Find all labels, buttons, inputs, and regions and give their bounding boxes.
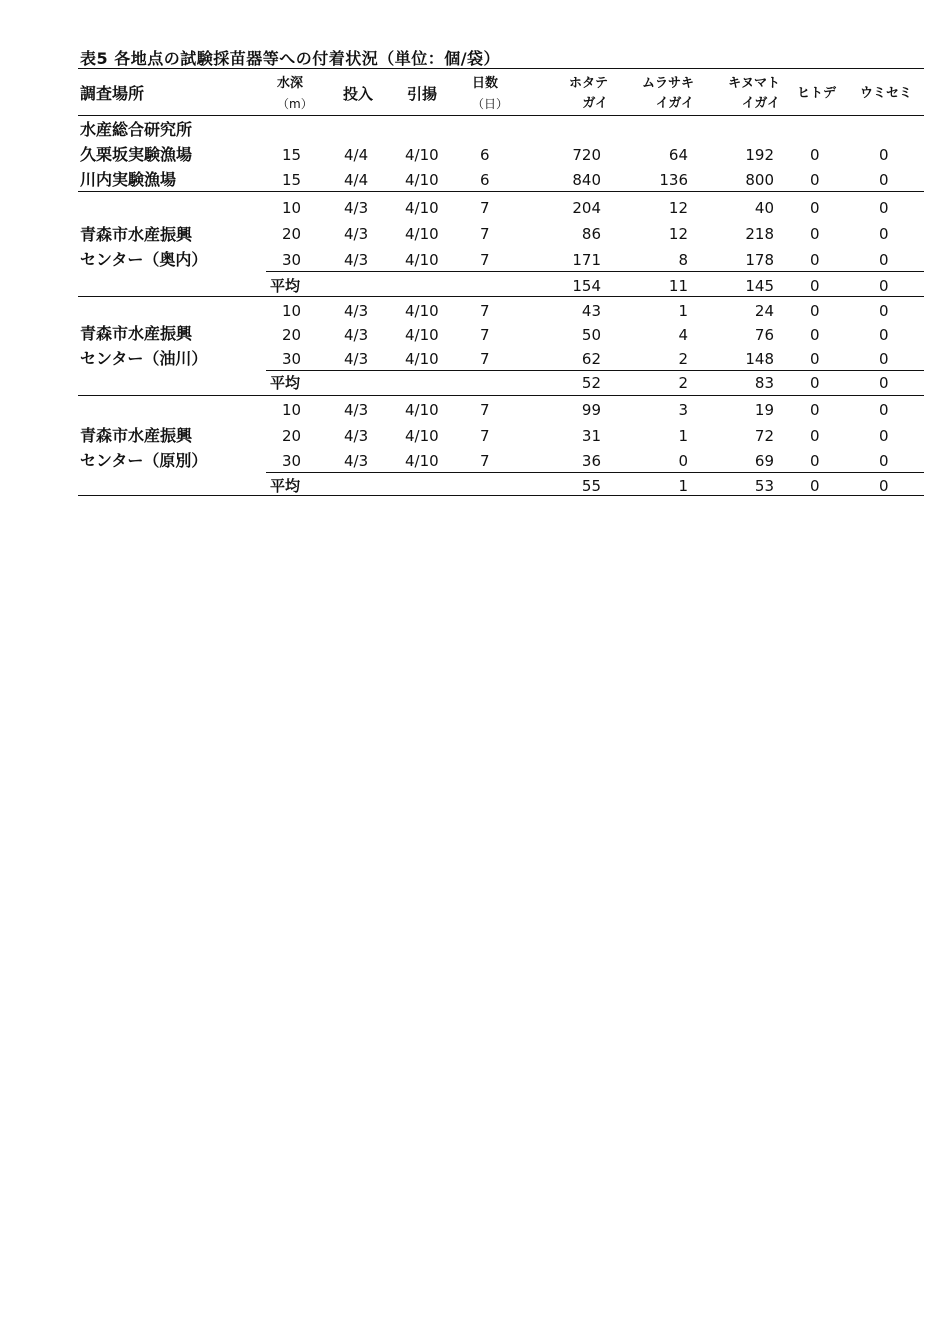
- cell-barnacle: 0: [879, 225, 889, 243]
- location-label: 青森市水産振興: [80, 225, 193, 244]
- cell-mussel: 0: [678, 452, 688, 470]
- average-mussel: 2: [678, 374, 688, 392]
- average-mussel: 11: [668, 277, 688, 295]
- cell-depth: 15: [282, 146, 302, 164]
- cell-kinu: 148: [745, 350, 774, 368]
- cell-deploy: 4/3: [344, 350, 369, 368]
- cell-days: 7: [480, 427, 490, 445]
- average-barnacle: 0: [879, 277, 889, 295]
- cell-kinu: 24: [754, 302, 774, 320]
- header-retrieve: 引揚: [407, 85, 438, 103]
- cell-days: 7: [480, 452, 490, 470]
- cell-starfish: 0: [810, 350, 820, 368]
- average-scallop: 154: [572, 277, 601, 295]
- header-location: 調査場所: [80, 84, 145, 103]
- average-scallop: 55: [581, 477, 601, 495]
- cell-kinu: 178: [745, 251, 774, 269]
- cell-mussel: 8: [678, 251, 688, 269]
- cell-starfish: 0: [810, 302, 820, 320]
- cell-scallop: 840: [572, 171, 601, 189]
- cell-depth: 30: [282, 251, 302, 269]
- location-label: 青森市水産振興: [80, 426, 193, 445]
- cell-retrieve: 4/10: [405, 199, 439, 217]
- header-kinu-2: イガイ: [741, 96, 780, 111]
- cell-barnacle: 0: [879, 452, 889, 470]
- cell-starfish: 0: [810, 401, 820, 419]
- cell-scallop: 86: [581, 225, 601, 243]
- cell-barnacle: 0: [879, 251, 889, 269]
- row-separator: [266, 472, 924, 473]
- header-kinu-1: キヌマト: [728, 76, 780, 91]
- cell-scallop: 43: [581, 302, 601, 320]
- cell-starfish: 0: [810, 199, 820, 217]
- row-separator: [78, 191, 924, 192]
- average-starfish: 0: [810, 477, 820, 495]
- cell-mussel: 12: [668, 225, 688, 243]
- row-separator: [78, 296, 924, 297]
- average-label: 平均: [270, 477, 301, 495]
- cell-deploy: 4/3: [344, 452, 369, 470]
- average-starfish: 0: [810, 277, 820, 295]
- cell-days: 7: [480, 350, 490, 368]
- location-label: センター（奥内）: [80, 250, 208, 269]
- caption-rule: [78, 68, 924, 69]
- average-kinu: 83: [754, 374, 774, 392]
- row-separator: [266, 370, 924, 371]
- cell-retrieve: 4/10: [405, 452, 439, 470]
- average-label: 平均: [270, 277, 301, 295]
- cell-barnacle: 0: [879, 350, 889, 368]
- cell-days: 6: [480, 146, 490, 164]
- header-mussel-2: イガイ: [655, 96, 694, 111]
- cell-deploy: 4/4: [344, 146, 369, 164]
- cell-days: 7: [480, 326, 490, 344]
- cell-barnacle: 0: [879, 146, 889, 164]
- cell-retrieve: 4/10: [405, 171, 439, 189]
- cell-depth: 10: [282, 199, 302, 217]
- cell-mussel: 64: [668, 146, 688, 164]
- header-days-unit: （日）: [472, 97, 509, 111]
- header-rule: [78, 115, 924, 116]
- cell-days: 7: [480, 401, 490, 419]
- cell-scallop: 62: [581, 350, 601, 368]
- cell-kinu: 72: [754, 427, 774, 445]
- cell-starfish: 0: [810, 452, 820, 470]
- cell-barnacle: 0: [879, 401, 889, 419]
- cell-scallop: 31: [581, 427, 601, 445]
- cell-barnacle: 0: [879, 199, 889, 217]
- location-label: 青森市水産振興: [80, 324, 193, 343]
- cell-scallop: 204: [572, 199, 601, 217]
- cell-kinu: 19: [754, 401, 774, 419]
- row-separator: [78, 395, 924, 396]
- cell-mussel: 2: [678, 350, 688, 368]
- header-scallop-2: ガイ: [582, 96, 608, 111]
- location-label: センター（油川）: [80, 349, 208, 368]
- cell-kinu: 76: [754, 326, 774, 344]
- cell-retrieve: 4/10: [405, 350, 439, 368]
- cell-kinu: 800: [745, 171, 774, 189]
- location-label: 水産総合研究所: [80, 120, 193, 139]
- cell-scallop: 171: [572, 251, 601, 269]
- cell-mussel: 12: [668, 199, 688, 217]
- cell-mussel: 4: [678, 326, 688, 344]
- cell-barnacle: 0: [879, 171, 889, 189]
- header-scallop-1: ホタテ: [568, 76, 608, 91]
- header-deploy: 投入: [343, 85, 374, 103]
- average-starfish: 0: [810, 374, 820, 392]
- cell-retrieve: 4/10: [405, 225, 439, 243]
- cell-depth: 20: [282, 225, 302, 243]
- cell-scallop: 99: [581, 401, 601, 419]
- cell-scallop: 36: [581, 452, 601, 470]
- cell-deploy: 4/3: [344, 326, 369, 344]
- header-barnacle: ウミセミ: [860, 86, 913, 101]
- cell-barnacle: 0: [879, 326, 889, 344]
- location-label: センター（原別）: [80, 451, 208, 470]
- cell-kinu: 40: [754, 199, 774, 217]
- cell-scallop: 720: [572, 146, 601, 164]
- cell-depth: 10: [282, 401, 302, 419]
- header-depth: 水深: [277, 76, 304, 91]
- cell-retrieve: 4/10: [405, 302, 439, 320]
- cell-depth: 20: [282, 326, 302, 344]
- cell-deploy: 4/3: [344, 427, 369, 445]
- cell-days: 7: [480, 302, 490, 320]
- location-label: 川内実験漁場: [80, 170, 177, 189]
- average-kinu: 145: [745, 277, 774, 295]
- cell-barnacle: 0: [879, 302, 889, 320]
- cell-starfish: 0: [810, 225, 820, 243]
- cell-days: 7: [480, 251, 490, 269]
- cell-starfish: 0: [810, 251, 820, 269]
- cell-depth: 30: [282, 452, 302, 470]
- cell-retrieve: 4/10: [405, 427, 439, 445]
- average-barnacle: 0: [879, 477, 889, 495]
- average-scallop: 52: [581, 374, 601, 392]
- cell-deploy: 4/3: [344, 225, 369, 243]
- table-caption: 表5 各地点の試験採苗器等への付着状況（単位：個/袋）: [80, 49, 501, 68]
- cell-days: 6: [480, 171, 490, 189]
- cell-starfish: 0: [810, 171, 820, 189]
- cell-retrieve: 4/10: [405, 401, 439, 419]
- cell-starfish: 0: [810, 326, 820, 344]
- header-depth-unit: （m）: [277, 97, 313, 111]
- header-starfish: ヒトデ: [797, 86, 837, 101]
- average-kinu: 53: [754, 477, 774, 495]
- cell-kinu: 192: [745, 146, 774, 164]
- cell-starfish: 0: [810, 146, 820, 164]
- cell-days: 7: [480, 199, 490, 217]
- cell-kinu: 218: [745, 225, 774, 243]
- average-label: 平均: [270, 374, 301, 392]
- location-label: 久栗坂実験漁場: [80, 145, 193, 164]
- cell-retrieve: 4/10: [405, 326, 439, 344]
- cell-deploy: 4/3: [344, 302, 369, 320]
- cell-barnacle: 0: [879, 427, 889, 445]
- cell-days: 7: [480, 225, 490, 243]
- cell-starfish: 0: [810, 427, 820, 445]
- cell-mussel: 136: [659, 171, 688, 189]
- cell-mussel: 1: [678, 427, 688, 445]
- row-separator: [266, 271, 924, 272]
- cell-deploy: 4/3: [344, 251, 369, 269]
- cell-mussel: 1: [678, 302, 688, 320]
- cell-deploy: 4/4: [344, 171, 369, 189]
- cell-depth: 20: [282, 427, 302, 445]
- cell-retrieve: 4/10: [405, 146, 439, 164]
- cell-deploy: 4/3: [344, 199, 369, 217]
- cell-depth: 30: [282, 350, 302, 368]
- header-days: 日数: [472, 76, 499, 91]
- cell-retrieve: 4/10: [405, 251, 439, 269]
- cell-depth: 10: [282, 302, 302, 320]
- header-mussel-1: ムラサキ: [641, 76, 694, 91]
- cell-mussel: 3: [678, 401, 688, 419]
- average-barnacle: 0: [879, 374, 889, 392]
- average-mussel: 1: [678, 477, 688, 495]
- cell-kinu: 69: [754, 452, 774, 470]
- cell-scallop: 50: [581, 326, 601, 344]
- cell-deploy: 4/3: [344, 401, 369, 419]
- cell-depth: 15: [282, 171, 302, 189]
- row-separator: [78, 495, 924, 496]
